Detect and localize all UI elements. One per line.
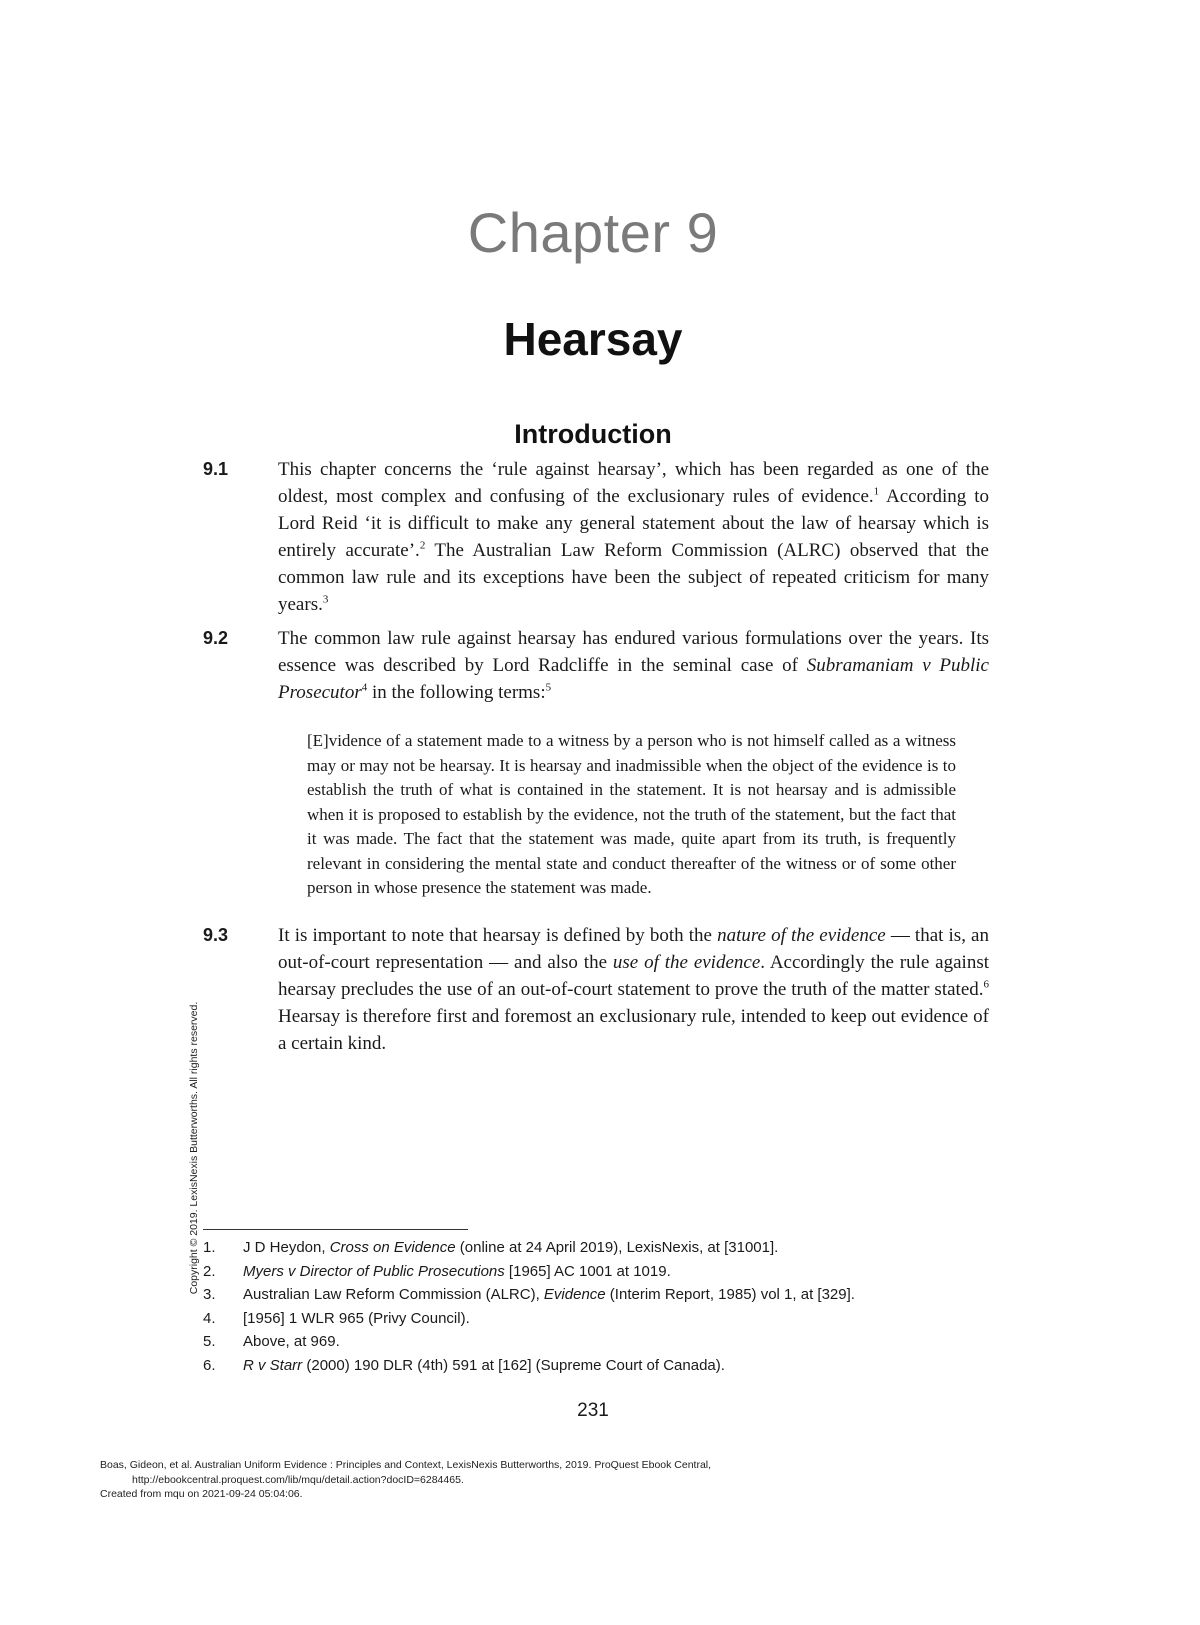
- paragraph-text: [278, 456, 989, 618]
- text-run: This chapter concerns the ‘rule against hearsay’, which has been regarded as one of the oldest, most complex and confusing of the exclusionary rules of evidence.: [278, 459, 989, 507]
- text-run: (Interim Report, 1985) vol 1, at [329].: [605, 1286, 855, 1303]
- text-run: Hearsay is therefore first and foremost an exclusionary rule, intended to keep out evidence of a certain kind.: [278, 1006, 989, 1054]
- paragraph-number: 9.3: [203, 925, 229, 945]
- source-citation: [100, 1458, 1100, 1502]
- italic-text: use of the evidence: [612, 952, 761, 973]
- text-run: (2000) 190 DLR (4th) 591 at [162] (Supreme Court of Canada).: [302, 1356, 725, 1374]
- text-run: J D Heydon,: [243, 1239, 330, 1256]
- citation-line: Boas, Gideon, et al. Australian Uniform Evidence : Principles and Context, LexisNexis Butterworths, 2019. ProQuest Ebook Central,: [100, 1459, 712, 1471]
- text-run: It is important to note that hearsay is defined by both the: [278, 925, 718, 946]
- footnote-rule: [203, 1229, 468, 1230]
- footnote: [203, 1354, 1003, 1378]
- footnote-text: [243, 1333, 340, 1350]
- footnote-number: 6.: [203, 1356, 216, 1374]
- text-run: — that is, an out-of-court representation — and also the: [278, 925, 989, 973]
- text-run: The common law rule against hearsay has endured various formulations over the years. Its essence was described by Lord Radcliffe in the seminal case of: [278, 628, 989, 676]
- footnote: [203, 1260, 1003, 1284]
- text-run: [E]vidence of a statement made to a witness by a person who is not himself called as a witness may or may not be hearsay. It is hearsay and inadmissible when the object of the evidence is to establish the truth of what is contained in the statement. It is not hearsay and is admissible when it is proposed to establish by the evidence, not the truth of the statement, but the fact that it was made. The fact that the statement was made, quite apart from its truth, is frequently relevant in considering the mental state and conduct thereafter of the witness or of some other person in whose presence the statement was made.: [307, 731, 956, 897]
- footnote-number: 5.: [203, 1333, 216, 1350]
- italic-text: Subramaniam v Public Prosecutor: [278, 655, 989, 703]
- footnote: [203, 1283, 1003, 1307]
- footnote-ref: 5: [545, 681, 552, 694]
- footnote: [203, 1236, 1003, 1260]
- footnote-ref: 3: [322, 593, 329, 606]
- footnote-number: 3.: [203, 1286, 216, 1303]
- text-run: The Australian Law Reform Commission (ALRC) observed that the common law rule and its exceptions have been the subject of repeated criticism for many years.: [278, 540, 989, 615]
- chapter-title: Hearsay: [503, 313, 683, 365]
- italic-text: Evidence: [543, 1286, 606, 1303]
- citation-url: http://ebookcentral.proquest.com/lib/mqu/detail.action?docID=6284465.: [132, 1473, 464, 1486]
- footnote-ref: 6: [983, 978, 989, 991]
- block-quote: [307, 729, 956, 901]
- italic-text: Myers v Director of Public Prosecutions: [243, 1262, 505, 1280]
- text-run: According to Lord Reid ‘it is difficult to make any general statement about the law of hearsay which is entirely accurate’.: [278, 486, 989, 561]
- footnote-text: [243, 1263, 671, 1280]
- footnote-text: [243, 1239, 778, 1256]
- footnote-text: [243, 1357, 725, 1374]
- chapter-label: Chapter 9: [467, 201, 719, 264]
- footnote-number: 2.: [203, 1262, 216, 1280]
- section-heading: Introduction: [514, 419, 672, 449]
- text-run: in the following terms:: [367, 682, 546, 703]
- footnotes: [203, 1236, 1003, 1377]
- footnote: [203, 1307, 1003, 1331]
- italic-text: Cross on Evidence: [329, 1239, 456, 1256]
- text-run: [1956] 1 WLR 965 (Privy Council).: [243, 1309, 470, 1327]
- page-number: 231: [577, 1400, 609, 1421]
- footnote-ref: 1: [873, 485, 880, 498]
- text-run: . Accordingly the rule against hearsay precludes the use of an out-of-court statement to prove the truth of the matter stated.: [278, 952, 989, 1000]
- text-run: Australian Law Reform Commission (ALRC),: [243, 1286, 544, 1303]
- footnote-text: [243, 1286, 855, 1303]
- paragraph-number: 9.1: [203, 459, 229, 479]
- paragraph-9-2: [203, 625, 989, 706]
- citation-created: Created from mqu on 2021-09-24 05:04:06.: [100, 1488, 303, 1500]
- text-run: [1965] AC 1001 at 1019.: [504, 1262, 671, 1280]
- footnote-number: 4.: [203, 1309, 216, 1327]
- text-run: Above, at 969.: [243, 1333, 340, 1350]
- paragraph-number: 9.2: [203, 628, 229, 648]
- italic-text: R v Starr: [243, 1356, 303, 1374]
- footnote-text: [243, 1310, 470, 1327]
- paragraph-9-1: [203, 456, 989, 618]
- italic-text: nature of the evidence: [717, 925, 886, 946]
- paragraph-text: [278, 922, 989, 1057]
- paragraph-text: [278, 625, 989, 706]
- footnote-ref: 2: [419, 539, 426, 552]
- text-run: (online at 24 April 2019), LexisNexis, at [31001].: [455, 1239, 779, 1256]
- footnote-number: 1.: [203, 1239, 216, 1256]
- footnote-ref: 4: [361, 681, 368, 694]
- copyright-notice: Copyright © 2019. LexisNexis Butterworths. All rights reserved.: [188, 1001, 200, 1295]
- footnote: [203, 1330, 1003, 1354]
- paragraph-9-3: [203, 922, 989, 1057]
